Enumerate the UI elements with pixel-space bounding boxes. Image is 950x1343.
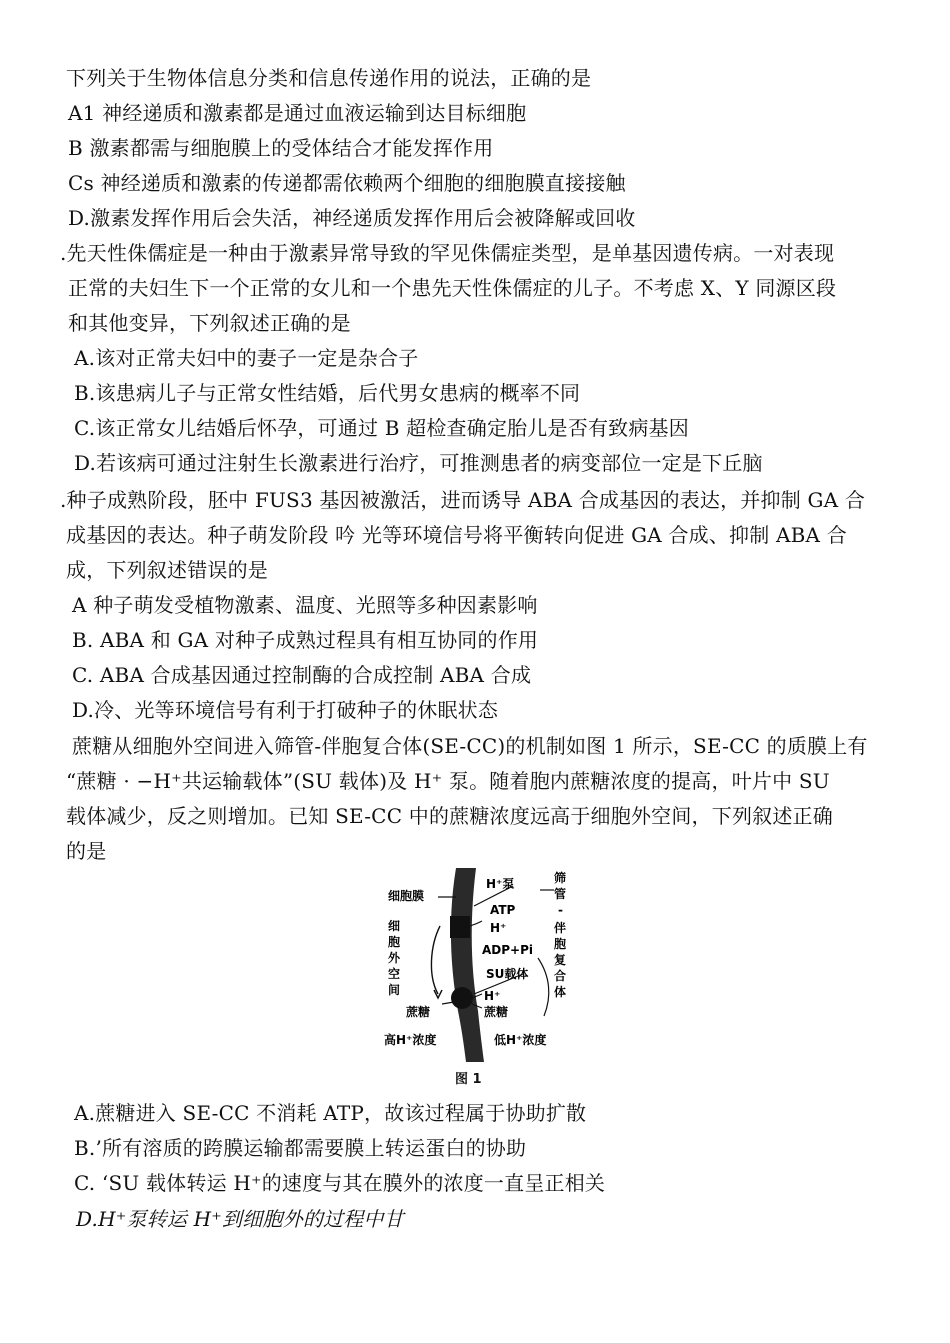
label-membrane: 细胞膜 — [388, 889, 425, 903]
label-h-bottom: H⁺ — [484, 989, 501, 1003]
label-inside-1: 筛 — [554, 871, 567, 885]
option-a: A1 神经递质和激素都是通过血液运输到达目标细胞 — [68, 101, 527, 125]
option-c: C. ‘SU 载体转运 H⁺的速度与其在膜外的浓度一直呈正相关 — [74, 1171, 606, 1195]
label-inside-5: 胞 — [554, 937, 567, 951]
question-stem-line: 成，下列叙述错误的是 — [66, 558, 268, 582]
option-b: B. ABA 和 GA 对种子成熟过程具有相互协同的作用 — [72, 628, 539, 652]
option-d: D.H⁺泵转运 H⁺到细胞外的过程中甘 — [76, 1207, 404, 1231]
option-c: C. ABA 合成基因通过控制酶的合成控制 ABA 合成 — [72, 663, 532, 687]
label-inside-3: - — [558, 903, 563, 917]
label-outside-4: 空 — [388, 967, 401, 981]
question-stem-line: .先天性侏儒症是一种由于激素异常导致的罕见侏儒症类型，是单基因遗传病。一对表现 — [60, 241, 835, 265]
question-stem-line: 和其他变异，下列叙述正确的是 — [68, 311, 351, 335]
option-b: B.’所有溶质的跨膜运输都需要膜上转运蛋白的协助 — [74, 1136, 527, 1160]
option-a: A 种子萌发受植物激素、温度、光照等多种因素影响 — [72, 593, 538, 617]
label-outside-3: 外 — [388, 951, 401, 965]
label-h-top: H⁺ — [490, 921, 507, 935]
label-low-h: 低H⁺浓度 — [494, 1033, 547, 1047]
label-outside-1: 细 — [388, 919, 401, 933]
question-stem-line: 蔗糖从细胞外空间进入筛管-伴胞复合体(SE-CC)的机制如图 1 所示，SE-CC 的质膜上有 — [72, 734, 868, 758]
option-b: B 激素都需与细胞膜上的受体结合才能发挥作用 — [68, 136, 494, 160]
option-c: C.该正常女儿结婚后怀孕，可通过 B 超检查确定胎儿是否有致病基因 — [74, 416, 689, 440]
label-high-h: 高H⁺浓度 — [384, 1033, 437, 1047]
question-stem-line: 正常的夫妇生下一个正常的女儿和一个患先天性侏儒症的儿子。不考虑 X、Y 同源区段 — [68, 276, 837, 300]
question-stem-line: “蔗糖 · −H⁺共运输载体”(SU 载体)及 H⁺ 泵。随着胞内蔗糖浓度的提高，叶片中 SU — [66, 769, 830, 793]
label-pump: H⁺泵 — [486, 877, 515, 891]
option-d: D.冷、光等环境信号有利于打破种子的休眠状态 — [72, 698, 499, 722]
label-adp: ADP+Pi — [482, 943, 534, 957]
label-sucrose-out: 蔗糖 — [406, 1005, 431, 1019]
label-outside-5: 间 — [388, 983, 401, 997]
label-inside-4: 伴 — [554, 921, 567, 935]
label-sucrose-in: 蔗糖 — [484, 1005, 509, 1019]
label-inside-2: 管 — [554, 887, 567, 901]
question-stem-line: 载体减少，反之则增加。已知 SE-CC 中的蔗糖浓度远高于细胞外空间，下列叙述正确 — [66, 804, 833, 828]
option-d: D.激素发挥作用后会失活，神经递质发挥作用后会被降解或回收 — [68, 206, 636, 230]
label-atp: ATP — [490, 903, 516, 917]
label-inside-7: 合 — [554, 969, 567, 983]
question-stem-line: .种子成熟阶段，胚中 FUS3 基因被激活，进而诱导 ABA 合成基因的表达，并抑制 GA 合 — [60, 488, 866, 512]
label-inside-8: 体 — [554, 985, 567, 999]
option-a: A.蔗糖进入 SE-CC 不消耗 ATP，故该过程属于协助扩散 — [74, 1101, 587, 1125]
option-b: B.该患病儿子与正常女性结婚，后代男女患病的概率不同 — [74, 381, 581, 405]
option-c: Cs 神经递质和激素的传递都需依赖两个细胞的细胞膜直接接触 — [68, 171, 626, 195]
su-carrier-shape — [451, 987, 473, 1009]
option-a: A.该对正常夫妇中的妻子一定是杂合子 — [74, 346, 419, 370]
figure-1-diagram — [378, 866, 576, 1062]
figure-caption: 图 1 — [455, 1072, 482, 1087]
question-stem: 下列关于生物体信息分类和信息传递作用的说法，正确的是 — [66, 66, 592, 90]
label-su: SU载体 — [486, 967, 529, 981]
option-d: D.若该病可通过注射生长激素进行治疗，可推测患者的病变部位一定是下丘脑 — [74, 451, 763, 475]
label-inside-6: 复 — [554, 953, 567, 967]
label-outside-2: 胞 — [388, 935, 401, 949]
question-stem-line: 的是 — [66, 839, 107, 863]
question-stem-line: 成基因的表达。种子萌发阶段 吟 光等环境信号将平衡转向促进 GA 合成、抑制 ABA 合 — [66, 523, 847, 547]
